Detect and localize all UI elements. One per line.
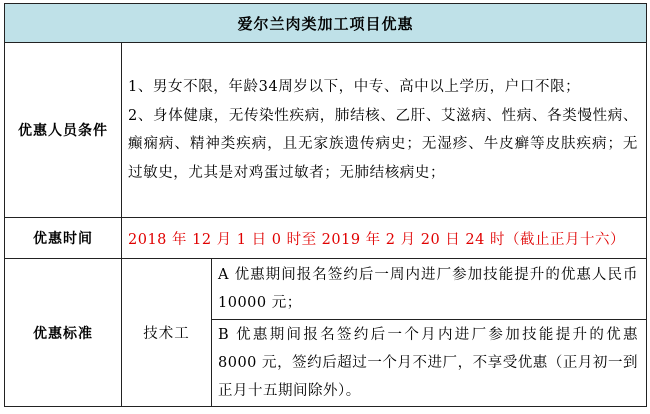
title-row xyxy=(5,4,647,43)
conditions-content xyxy=(122,43,647,218)
condition-line-1: 1、男女不限，年龄34周岁以下，中专、高中以上学历，户口不限； xyxy=(128,79,581,95)
time-value: 2018 年 12 月 1 日 0 时至 2019 年 2 月 20 日 24 时（截止正月十六） xyxy=(122,218,647,259)
time-label: 优惠时间 xyxy=(5,218,122,259)
standard-item-b: B 优惠期间报名签约后一个月内进厂参加技能提升的优惠 8000 元，签约后超过一个月不进厂，不享受优惠（正月初一到正月十五期间除外）。 xyxy=(212,320,647,407)
standard-category: 技术工 xyxy=(122,259,212,407)
time-row xyxy=(5,218,647,259)
table-title: 爱尔兰肉类加工项目优惠 xyxy=(5,4,647,43)
standard-label: 优惠标准 xyxy=(5,259,122,407)
standard-row-a xyxy=(5,259,647,320)
standard-item-a: A 优惠期间报名签约后一周内进厂参加技能提升的优惠人民币 10000 元； xyxy=(212,259,647,320)
condition-line-2: 2、身体健康，无传染性疾病，肺结核、乙肝、艾滋病、性病、各类慢性病、癫痫病、精神类疾病，且无家族遗传病史；无湿疹、牛皮癣等皮肤疾病；无过敏史，尤其是对鸡蛋过敏者；无肺结核病史； xyxy=(128,107,639,181)
conditions-row xyxy=(5,43,647,218)
promotion-table xyxy=(4,3,647,407)
conditions-label: 优惠人员条件 xyxy=(5,43,122,218)
